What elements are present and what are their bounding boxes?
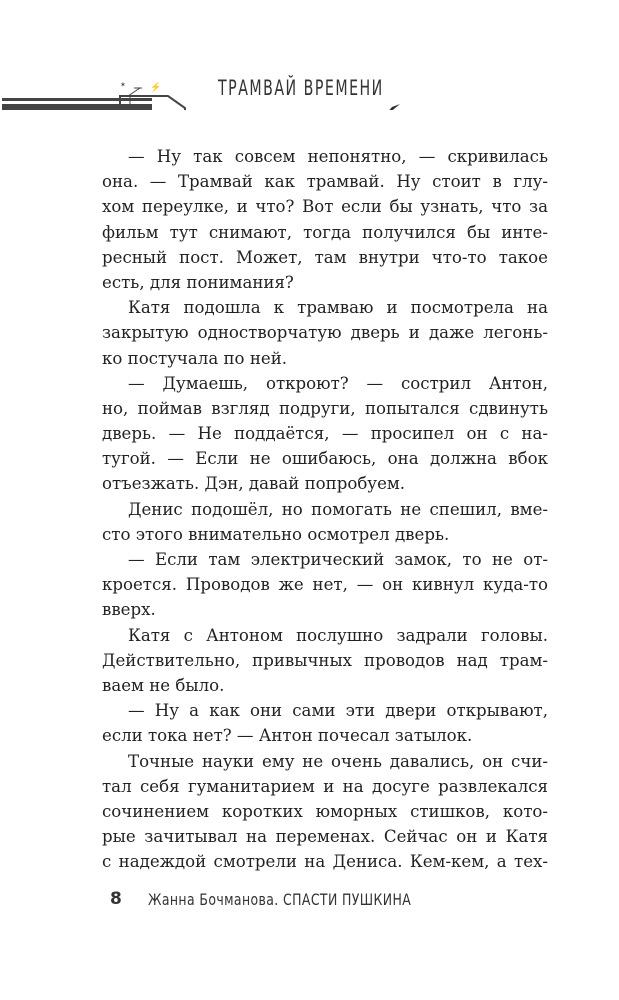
text-line: тал себя гуманитарием и на досуге развлекался [102,776,548,796]
text-line: отъезжать. Дэн, давай попробуем. [102,474,406,494]
text-line: закрытую одностворчатую дверь и даже легонь- [102,323,548,343]
tram-icon [2,81,185,110]
text-line: вверх. [102,600,156,620]
lightning-icon [383,104,400,110]
text-line: хом переулке, и что? Вот если бы узнать, что за [102,197,548,217]
text-line: но, поймав взгляд подруги, попытался сдвинуть [102,398,548,418]
svg-text:⚡: ⚡ [150,83,162,93]
text-line: — Ну а как они сами эти двери открывают, [128,701,548,721]
text-line: Точные науки ему не очень давались, он счи- [128,751,548,771]
text-line: с надеждой смотрели на Дениса. Кем-кем, а тех- [102,852,548,872]
running-title: ТРАМВАЙ ВРЕМЕНИ [218,76,384,100]
text-line: ко постучала по ней. [102,348,288,368]
text-line: Действительно, привычных проводов над трам- [102,650,548,670]
text-line: Катя подошла к трамваю и посмотрела на [128,298,548,318]
page-number: 8 [110,889,122,909]
text-line: сто этого внимательно осмотрел дверь. [102,524,450,544]
text-line: — Ну так совсем непонятно, — скривилась [128,147,548,166]
text-line: рые зачитывал на переменах. Сейчас он и Катя [102,827,548,847]
text-line: ресный пост. Может, там внутри что-то такое [102,247,548,267]
text-line: фильм тут снимают, тогда получился бы инте- [102,222,548,242]
text-line: сочинением коротких юморных стишков, кото- [102,801,548,821]
body-text [102,144,548,874]
text-line: дверь. — Не поддаётся, — просипел он с на- [102,424,548,444]
text-line: Катя с Антоном послушно задрали головы. [128,625,548,645]
text-line: — Думаешь, откроют? — сострил Антон, [128,373,548,393]
text-line: тугой. — Если не ошибаюсь, она должна вбок [102,449,548,469]
text-line: если тока нет? — Антон почесал затылок. [102,726,473,746]
text-line: Денис подошёл, но помогать не спешил, вме- [128,499,548,519]
text-line: — Если там электрический замок, то не от- [128,550,548,569]
text-line: кроется. Проводов же нет, — он кивнул куда-то [102,575,548,595]
svg-text:✶: ✶ [120,81,126,89]
text-line: она. — Трамвай как трамвай. Ну стоит в глу- [102,172,548,192]
text-line: есть, для понимания? [102,272,294,292]
text-line: ваем не было. [102,675,225,695]
author-and-title: Жанна Бочманова. СПАСТИ ПУШКИНА [148,890,412,909]
